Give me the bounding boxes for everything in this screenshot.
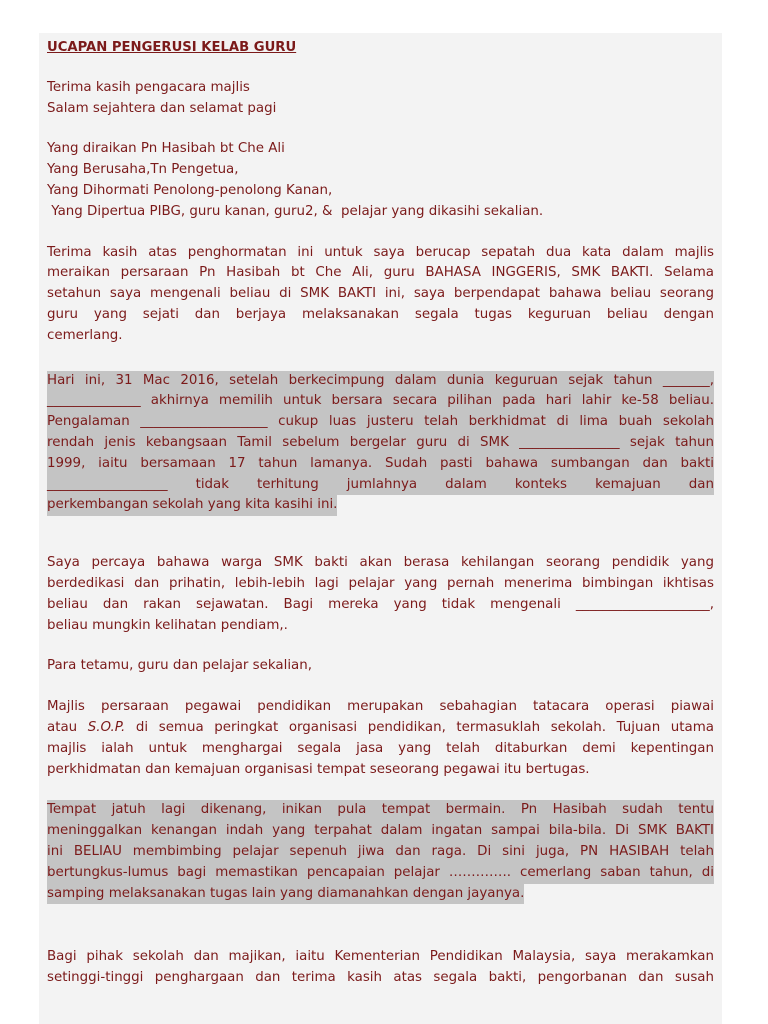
highlighted-line: meninggalkan kenangan indah yang terpahat dalam ingatan sampai bila-bila. Di SMK BAKTI: [47, 821, 714, 842]
paragraph-highlighted-career: [47, 367, 714, 520]
document-page: [39, 33, 722, 1024]
salutation-line: Yang Dihormati Penolong-penolong Kanan,: [47, 182, 333, 198]
highlighted-line: Tempat jatuh lagi dikenang, inikan pula tempat bermain. Pn Hasibah sudah tentu: [47, 800, 714, 821]
paragraph-line: cemerlang.: [47, 327, 123, 343]
paragraph-line: majlis ialah untuk menghargai segala jasa yang telah ditaburkan demi kepentingan: [47, 740, 714, 756]
paragraph-line: Para tetamu, guru dan pelajar sekalian,: [47, 658, 313, 674]
paragraph-introduction: [47, 243, 714, 347]
paragraph-highlighted-memories: [47, 796, 714, 907]
paragraph-colleagues: [47, 553, 714, 636]
highlighted-line: ______________ akhirnya memilih untuk bersara secara pilihan pada hari lahir ke-58 beliau.: [47, 391, 714, 412]
paragraph-line: Majlis persaraan pegawai pendidikan merupakan sebahagian tatacara operasi piawai: [47, 699, 714, 715]
sop-abbreviation: S.O.P.: [87, 719, 126, 735]
spacer: [47, 539, 714, 553]
salutations-block: [47, 139, 714, 222]
paragraph-line: guru yang sejati dan berjaya melaksanakan segala tugas keguruan beliau dengan: [47, 306, 714, 322]
highlighted-line: __________________ tidak terhitung jumlahnya dalam konteks kemajuan dan: [47, 475, 714, 496]
highlighted-line: Pengalaman ___________________ cukup luas justeru telah berkhidmat di lima buah sekolah: [47, 412, 714, 433]
paragraph-line: beliau mungkin kelihatan pendiam,.: [47, 617, 288, 633]
document-title: UCAPAN PENGERUSI KELAB GURU: [47, 40, 297, 55]
paragraph-line: meraikan persaraan Pn Hasibah bt Che Ali, guru BAHASA INGGERIS, SMK BAKTI. Selama: [47, 265, 714, 281]
highlighted-line: Hari ini, 31 Mac 2016, setelah berkecimpung dalam dunia keguruan sejak tahun _______,: [47, 371, 714, 392]
paragraph-line: atau S.O.P. di semua peringkat organisasi pendidikan, termasuklah sekolah. Tujuan utama: [47, 719, 714, 735]
paragraph-line: beliau dan rakan sejawatan. Bagi mereka yang tidak mengenali ____________________,: [47, 596, 714, 612]
paragraph-line: setinggi-tinggi penghargaan dan terima kasih atas segala bakti, pengorbanan dan susah: [47, 970, 714, 986]
highlighted-line: samping melaksanakan tugas lain yang diamanahkan dengan jayanya.: [47, 884, 524, 905]
paragraph-line: Terima kasih atas penghormatan ini untuk saya berucap sepatah dua kata dalam majlis: [47, 244, 714, 260]
greeting-line: Terima kasih pengacara majlis: [47, 79, 250, 95]
greeting-block: [47, 78, 714, 120]
highlighted-line: bertungkus-lumus bagi memastikan pencapaian pelajar ………….. cemerlang saban tahun, di: [47, 863, 714, 884]
paragraph-line: berdedikasi dan prihatin, lebih-lebih lagi pelajar yang pernah menerima bimbingan ikhtisas: [47, 575, 714, 591]
greeting-line: Salam sejahtera dan selamat pagi: [47, 100, 277, 116]
salutation-line: Yang Dipertua PIBG, guru kanan, guru2, & pelajar yang dikasihi sekalian.: [47, 203, 544, 219]
speech-document: [47, 38, 714, 1009]
salutation-line: Yang diraikan Pn Hasibah bt Che Ali: [47, 141, 285, 157]
paragraph-sop: [47, 697, 714, 780]
highlighted-line: 1999, iaitu bersamaan 17 tahun lamanya. Sudah pasti bahawa sumbangan dan bakti: [47, 454, 714, 475]
paragraph-appreciation: [47, 947, 714, 989]
paragraph-line: setahun saya mengenali beliau di SMK BAKTI ini, saya berpendapat bahawa beliau seorang: [47, 286, 714, 302]
salutation-line: Yang Berusaha,Tn Pengetua,: [47, 162, 239, 178]
paragraph-line: Saya percaya bahawa warga SMK bakti akan berasa kehilangan seorang pendidik yang: [47, 555, 714, 571]
paragraph-address: [47, 656, 714, 677]
paragraph-line: Bagi pihak sekolah dan majikan, iaitu Kementerian Pendidikan Malaysia, saya merakamkan: [47, 949, 714, 965]
highlighted-line: rendah jenis kebangsaan Tamil sebelum bergelar guru di SMK _______________ sejak tahun: [47, 433, 714, 454]
paragraph-line: perkhidmatan dan kemajuan organisasi tempat seseorang pegawai itu bertugas.: [47, 761, 590, 777]
spacer: [47, 927, 714, 947]
highlighted-line: perkembangan sekolah yang kita kasihi ini.: [47, 495, 337, 516]
highlighted-line: ini BELIAU membimbing pelajar sepenuh jiwa dan raga. Di sini juga, PN HASIBAH telah: [47, 842, 714, 863]
